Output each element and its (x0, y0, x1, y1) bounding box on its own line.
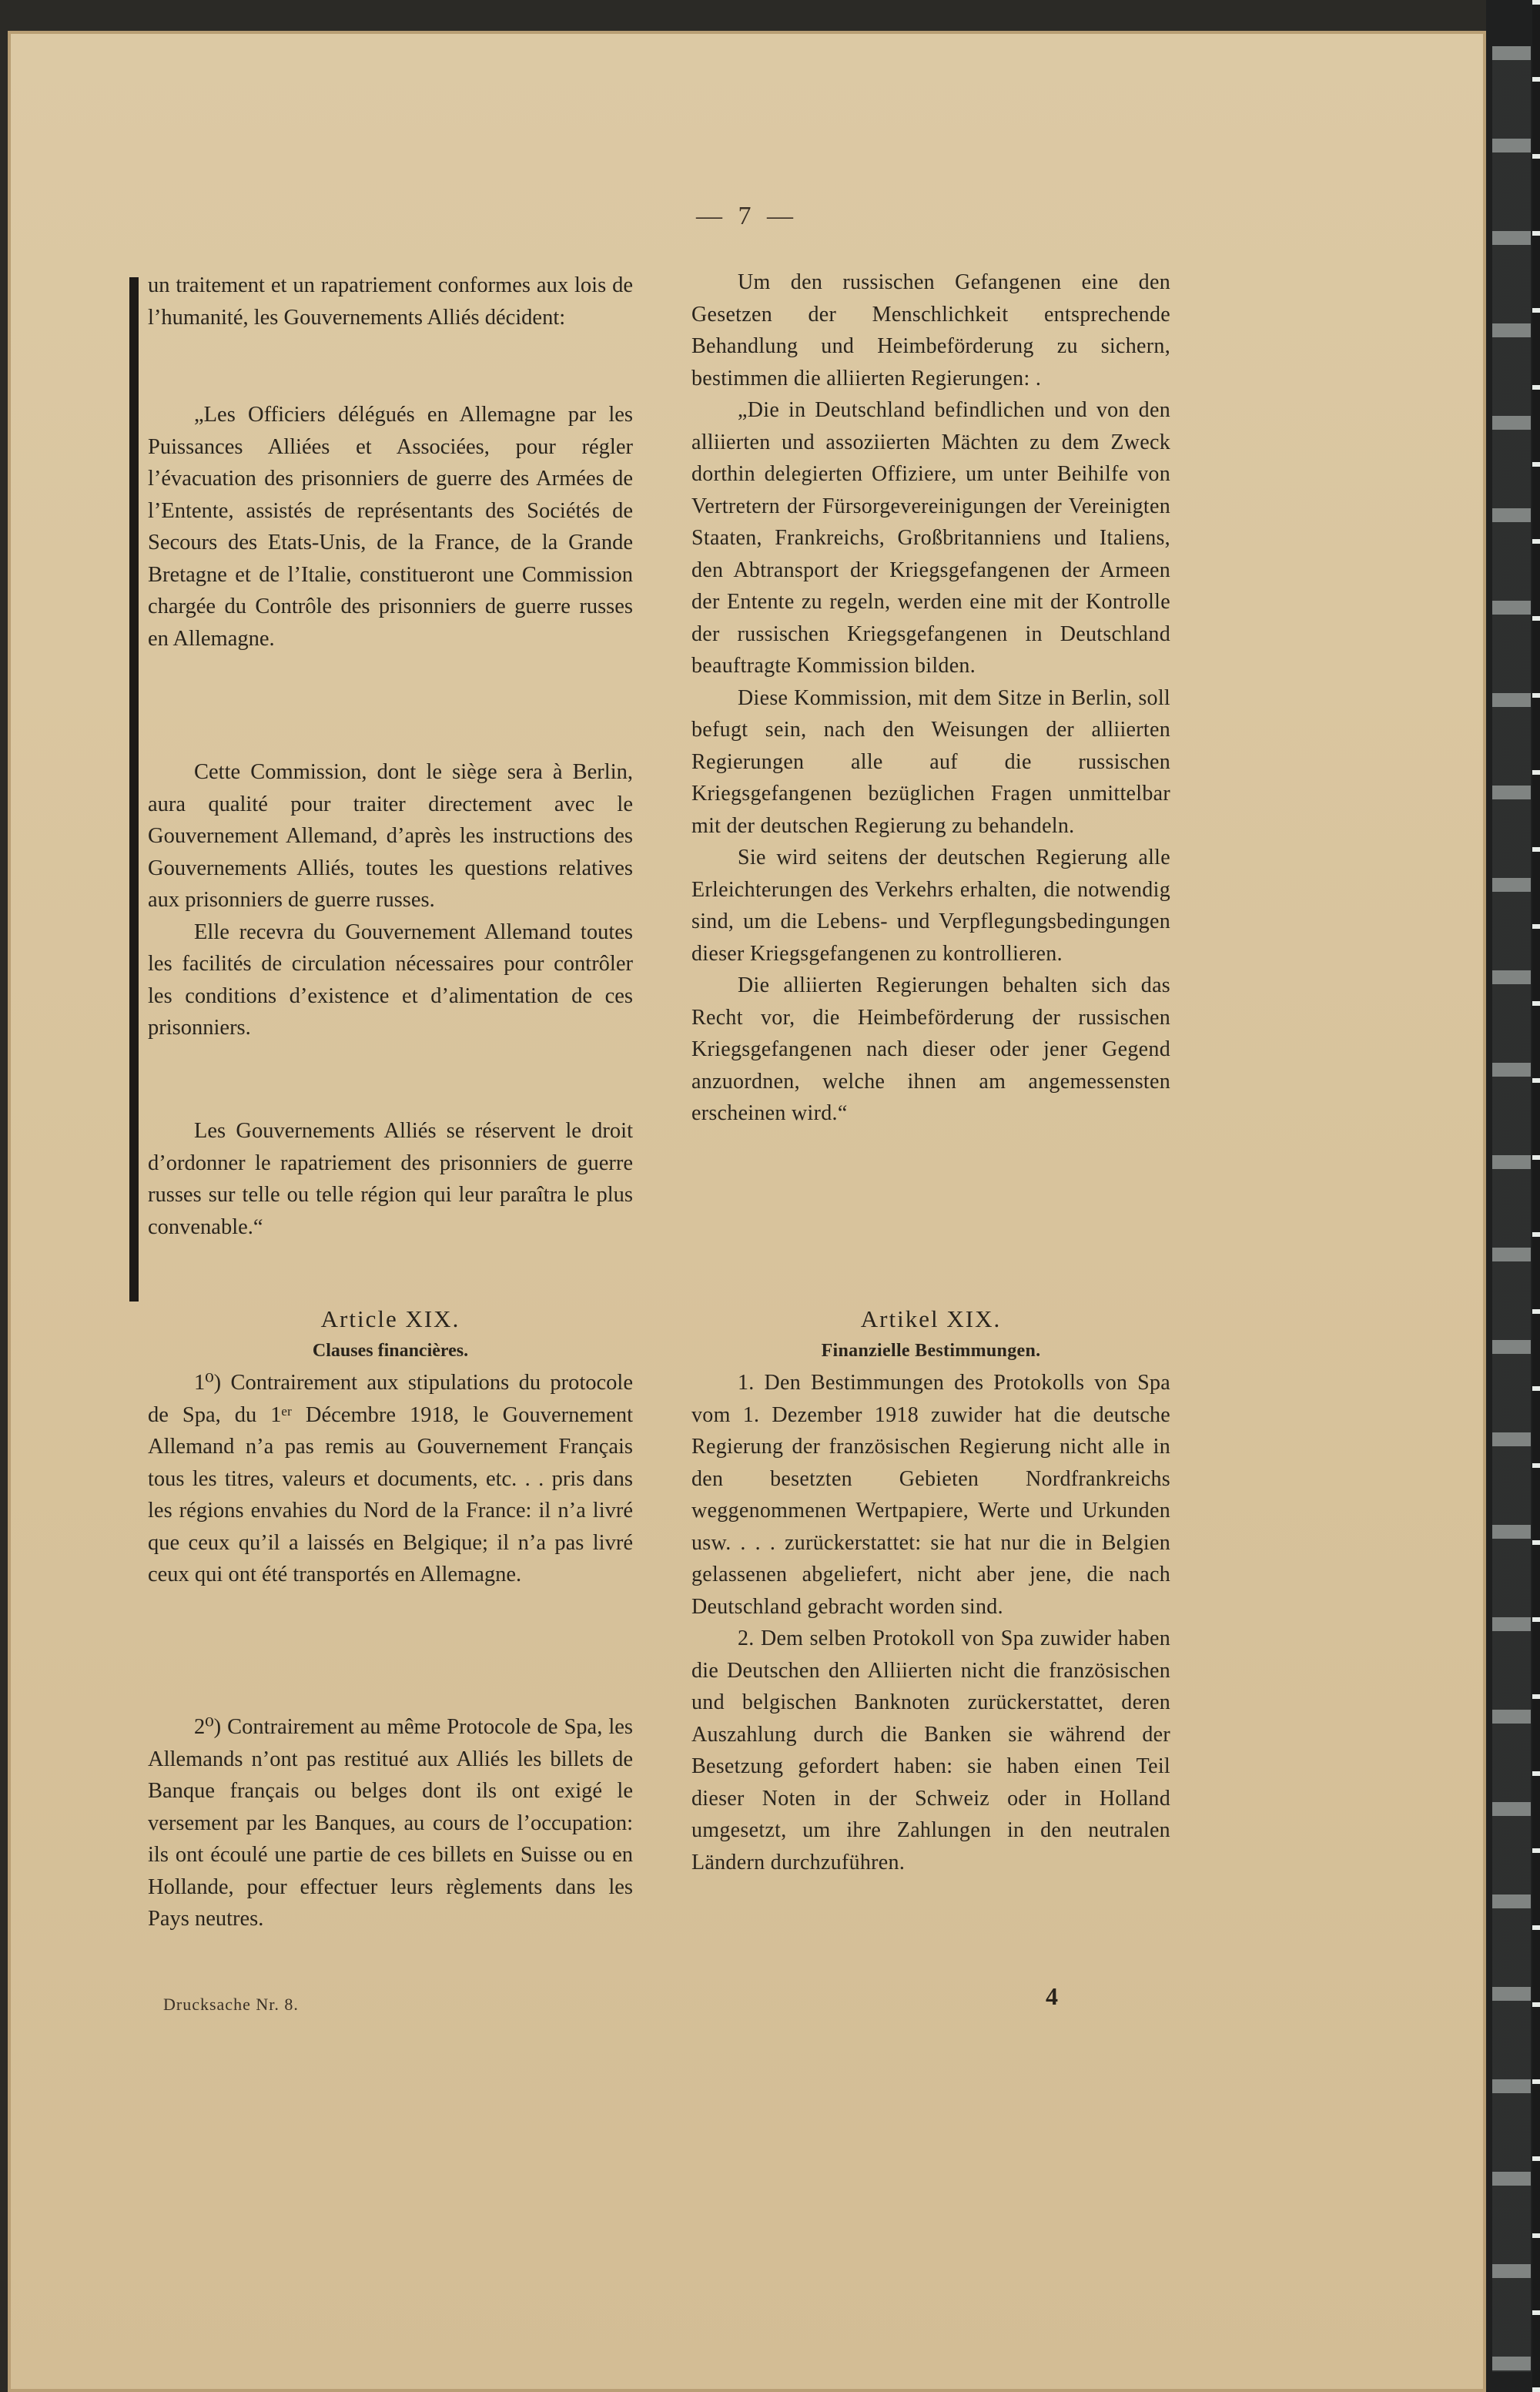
fr-article-subheading: Clauses financières. (312, 1340, 469, 1361)
fr-block-7 (148, 1711, 633, 1935)
fr-paragraph-2: „Les Officiers délégués en Allemagne par les Puissances Alliées et Associées, pour régler l’évacuation des prisonniers de guerre des Armées de l’Entente, assistés de représentants des Sociétés de Secours des Etats-Unis, de la France, de la Grande Bretagne et de l’Italie, constitueront une Commission chargée du Contrôle des prisonniers de guerre russes en Allemagne. (148, 403, 633, 651)
fr-article-heading: Article XIX. (320, 1305, 460, 1332)
de-paragraph-2: „Die in Deutschland befindlichen und von den alliierten und assoziierten Mächten zu dem Zweck dorthin delegierten Offiziere, um unter Beihilfe von Vertretern der Fürsorgevereinigungen der Vereinigten Staaten, Frankreichs, Großbritanniens und Italiens, den Abtransport der Kriegsgefangenen der Armeen der Entente zu regeln, werden eine mit der Kontrolle der russischen Kriegsgefangenen in Deutschland beauftragte Kommission bilden. (691, 398, 1170, 678)
fr-paragraph-7: 2⁰) Contrairement au même Protocole de Spa, les Allemands n’ont pas restitué aux Alliés les billets de Banque français ou belges dont ils ont exigé le versement par les Banques, au cours de l’occupation: ils ont écoulé une partie de ces billets en Suisse ou en Hollande, pour effectuer leurs règlements dans les Pays neutres. (148, 1715, 633, 1931)
scan-ruler (1532, 0, 1540, 2392)
fr-block-5 (148, 1115, 633, 1243)
fr-block-2 (148, 399, 633, 655)
fr-block-3 (148, 756, 633, 1044)
page-number: — 7 — (696, 202, 798, 230)
german-column (691, 266, 1170, 1130)
de-paragraph-4: Sie wird seitens der deutschen Regierung alle Erleichterungen des Verkehrs erhalten, die notwendig sind, um die Lebens- und Verpflegungsbedingungen dieser Kriegsgefangenen zu kontrollieren. (691, 846, 1170, 966)
de-paragraph-1: Um den russischen Gefangenen eine den Gesetzen der Menschlichkeit entsprechende Behandlung und Heimbeförderung zu sichern, bestimmen die alliierten Regierungen: . (691, 270, 1170, 390)
de-paragraph-7: 2. Dem selben Protokoll von Spa zuwider haben die Deutschen den Alliierten nicht die französischen und belgischen Banknoten zurückerstattet, deren Auszahlung durch die Banken sie während der Besetzung gefordert haben: sie haben einen Teil dieser Noten in der Schweiz oder in Holland umgesetzt, um ihre Zahlungen in den neutralen Ländern durchzuführen. (691, 1626, 1170, 1874)
de-paragraph-3: Diese Kommission, mit dem Sitze in Berlin, soll befugt sein, nach den Weisungen der alliierten Regierungen alle auf die russischen Kriegsgefangenen bezüglichen Fragen unmittelbar mit der deutschen Regierung zu behandeln. (691, 685, 1170, 838)
fr-paragraph-6: 1⁰) Contrairement aux stipulations du protocole de Spa, du 1ᵉʳ Décembre 1918, le Gouvernement Allemand n’a pas remis au Gouvernement Français tous les titres, valeurs et documents, etc. . . pris dans les régions envahies du Nord de la France: il n’a livré que ceux qu’il a laissés en Belgique; il n’a pas livré ceux qui ont été transportés en Allemagne. (148, 1371, 633, 1586)
fr-paragraph-5: Les Gouvernements Alliés se réservent le droit d’ordonner le rapatriement des prisonniers de guerre russes sur telle ou telle région qui leur paraîtra le plus convenable.“ (148, 1119, 633, 1239)
french-column (148, 270, 633, 333)
de-article-heading: Artikel XIX. (860, 1305, 1002, 1332)
signature-mark: 4 (1046, 1982, 1058, 2010)
fr-paragraph-1: un traitement et un rapatriement conformes aux lois de l’humanité, les Gouvernements Alliés décident: (148, 273, 633, 330)
fr-paragraph-4: Elle recevra du Gouvernement Allemand toutes les facilités de circulation nécessaires pour contrôler les conditions d’existence et d’alimentation de ces prisonniers. (148, 920, 633, 1040)
fr-paragraph-3: Cette Commission, dont le siège sera à Berlin, aura qualité pour traiter directement avec le Gouvernement Allemand, d’après les instructions des Gouvernements Alliés, toutes les questions relatives aux prisonniers de guerre russes. (148, 760, 633, 912)
de-paragraph-6: 1. Den Bestimmungen des Protokolls von Spa vom 1. Dezember 1918 zuwider hat die deutsche Regierung der französischen Regierung nicht alle in den besetzten Gebieten Nordfrankreichs weggenommenen Wertpapiere, Werte und Urkunden usw. . . . zurückerstattet: sie hat nur die in Belgien gelassenen abgeliefert, nicht aber jene, die nach Deutschland gebracht worden sind. (691, 1371, 1170, 1619)
de-block-article (691, 1303, 1170, 1878)
fr-block-article (148, 1303, 633, 1591)
de-article-subheading: Finanzielle Bestimmungen. (821, 1340, 1041, 1361)
de-paragraph-5: Die alliierten Regierungen behalten sich das Recht vor, die Heimbeförderung der russischen Kriegsgefangenen nach dieser oder jener Gegend anzuordnen, welche ihnen am angemessensten erscheinen wird.“ (691, 973, 1170, 1125)
scan-edge-strip (1492, 46, 1531, 2372)
print-reference: Drucksache Nr. 8. (163, 1995, 299, 2014)
margin-bar (129, 277, 139, 1302)
